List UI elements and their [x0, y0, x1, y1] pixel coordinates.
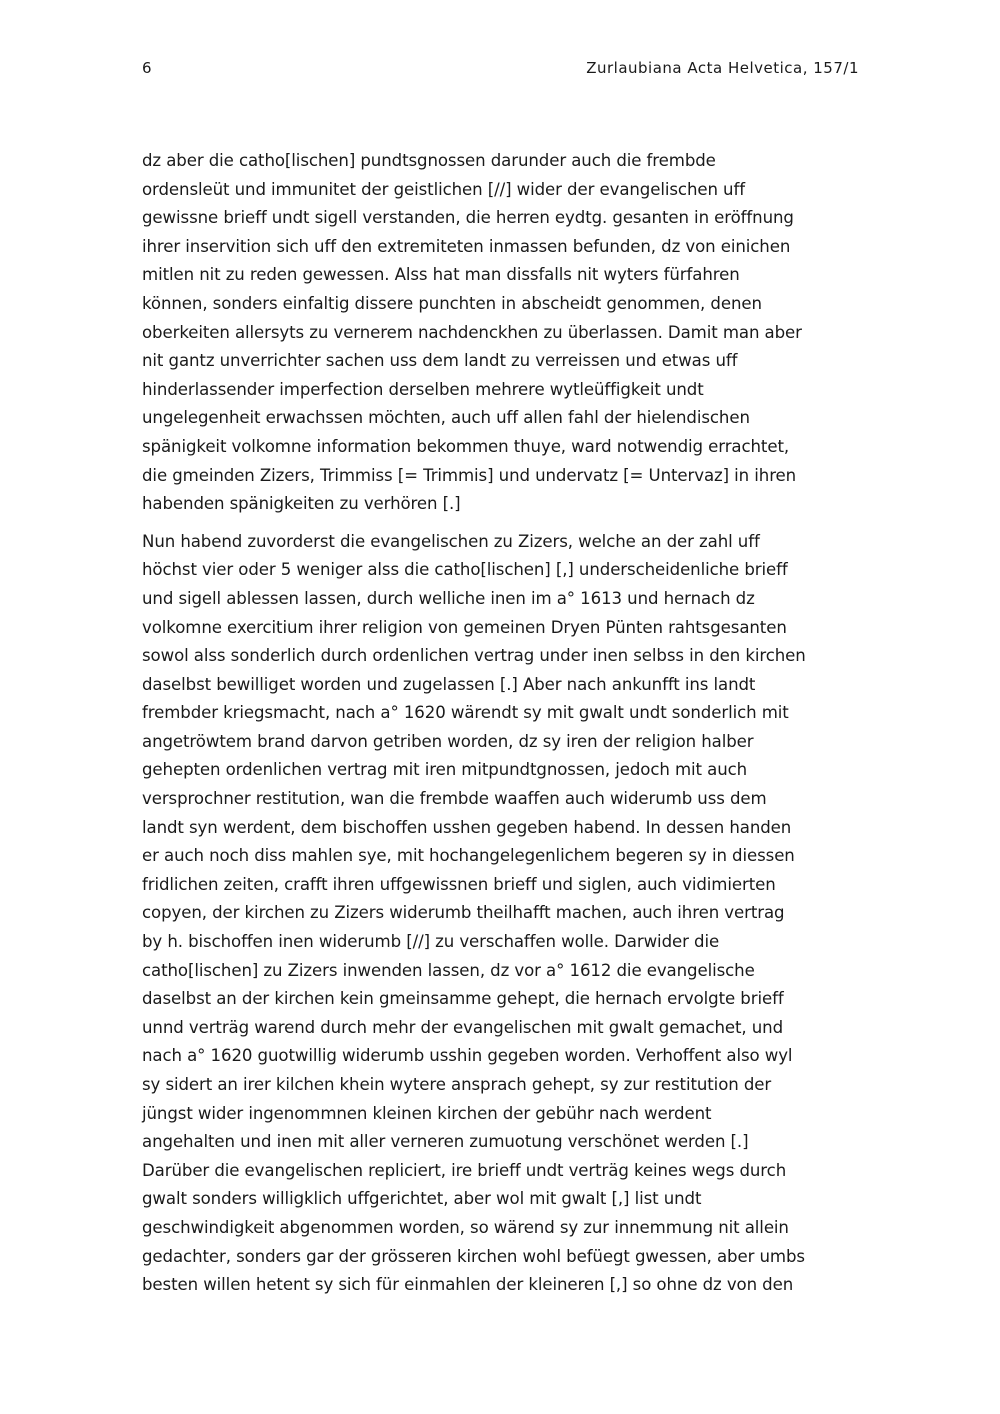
text-line: dz aber die catho[lischen] pundtsgnossen darunder auch die frembde: [142, 151, 716, 170]
text-line: frembder kriegsmacht, nach a° 1620 wärendt sy mit gwalt undt sonderlich mit: [142, 703, 789, 723]
text-line: gwalt sonders willigklich uffgerichtet, aber wol mit gwalt [,] list undt: [142, 1189, 702, 1209]
text-line: gedachter, sonders gar der grösseren kirchen wohl befüegt gwessen, aber umbs: [142, 1246, 805, 1266]
text-line: landt syn werdent, dem bischoffen usshen gegeben habend. In dessen handen: [142, 817, 792, 837]
text-line: angehalten und inen mit aller verneren zumuotung verschönet werden [.]: [142, 1132, 749, 1152]
text-line: ordensleüt und immunitet der geistlichen [//] wider der evangelischen uff: [142, 179, 745, 199]
running-header: Zurlaubiana Acta Helvetica, 157/1: [586, 59, 859, 77]
text-line: volkomne exercitium ihrer religion von gemeinen Dryen Pünten rahtsgesanten: [142, 617, 787, 637]
text-line: versprochner restitution, wan die frembde waaffen auch widerumb uss dem: [142, 789, 767, 809]
text-line: nit gantz unverrichter sachen uss dem landt zu verreissen und etwas uff: [142, 351, 738, 371]
paragraph: [142, 147, 862, 519]
text-line: gehepten ordenlichen vertrag mit iren mitpundtgnossen, jedoch mit auch: [142, 760, 748, 780]
text-line: daselbst an der kirchen kein gmeinsamme gehept, die hernach ervolgte brieff: [142, 989, 784, 1009]
text-line: catho[lischen] zu Zizers inwenden lassen, dz vor a° 1612 die evangelische: [142, 960, 755, 980]
text-line: by h. bischoffen inen widerumb [//] zu verschaffen wolle. Darwider die: [142, 932, 720, 952]
text-line: ungelegenheit erwachssen möchten, auch uff allen fahl der hielendischen: [142, 408, 750, 428]
text-line: sowol alss sonderlich durch ordenlichen vertrag under inen selbss in den kirchen: [142, 646, 806, 666]
text-line: geschwindigkeit abgenommen worden, so wärend sy zur innemmung nit allein: [142, 1217, 789, 1237]
text-line: nach a° 1620 guotwillig widerumb usshin gegeben worden. Verhoffent also wyl: [142, 1046, 793, 1066]
text-line: Darüber die evangelischen repliciert, ire brieff undt verträg keines wegs durch: [142, 1160, 787, 1180]
text-line: ihrer inservition sich uff den extremiteten inmassen befunden, dz von einichen: [142, 236, 791, 256]
text-line: gewissne brieff undt sigell verstanden, die herren eydtg. gesanten in eröffnung: [142, 208, 794, 228]
text-line: mitlen nit zu reden gewessen. Alss hat man dissfalls nit wyters fürfahren: [142, 265, 740, 285]
text-line: hinderlassender imperfection derselben mehrere wytleüffigkeit undt: [142, 379, 704, 399]
text-line: daselbst bewilliget worden und zugelassen [.] Aber nach ankunfft ins landt: [142, 674, 756, 694]
text-line: habenden spänigkeiten zu verhören [.]: [142, 494, 461, 514]
text-line: oberkeiten allersyts zu vernerem nachdenckhen zu überlassen. Damit man aber: [142, 322, 802, 342]
text-line: und sigell ablessen lassen, durch welliche inen im a° 1613 und hernach dz: [142, 588, 755, 608]
page-number: 6: [142, 59, 152, 77]
text-line: fridlichen zeiten, crafft ihren uffgewissnen brieff und siglen, auch vidimierten: [142, 874, 776, 894]
text-line: spänigkeit volkomne information bekommen thuye, ward notwendig errachtet,: [142, 436, 790, 456]
text-line: copyen, der kirchen zu Zizers widerumb theilhafft machen, auch ihren vertrag: [142, 903, 785, 923]
text-line: sy sidert an irer kilchen khein wytere ansprach gehept, sy zur restitution der: [142, 1075, 772, 1094]
paragraph: [142, 528, 862, 1300]
text-body: [142, 147, 862, 1309]
text-line: die gmeinden Zizers, Trimmiss [= Trimmis] und undervatz [= Untervaz] in ihren: [142, 465, 797, 485]
text-line: jüngst wider ingenommnen kleinen kirchen der gebühr nach werdent: [142, 1103, 712, 1123]
text-line: können, sonders einfaltig dissere punchten in abscheidt genommen, denen: [142, 293, 762, 313]
text-line: angetröwtem brand darvon getriben worden, dz sy iren der religion halber: [142, 731, 754, 751]
text-line: unnd verträg warend durch mehr der evangelischen mit gwalt gemachet, und: [142, 1017, 784, 1037]
text-line: Nun habend zuvorderst die evangelischen zu Zizers, welche an der zahl uff: [142, 531, 760, 551]
text-line: höchst vier oder 5 weniger alss die catho[lischen] [,] underscheidenliche brieff: [142, 560, 788, 580]
text-line: er auch noch diss mahlen sye, mit hochangelegenlichem begeren sy in diessen: [142, 846, 795, 866]
text-line: besten willen hetent sy sich für einmahlen der kleineren [,] so ohne dz von den: [142, 1275, 794, 1295]
